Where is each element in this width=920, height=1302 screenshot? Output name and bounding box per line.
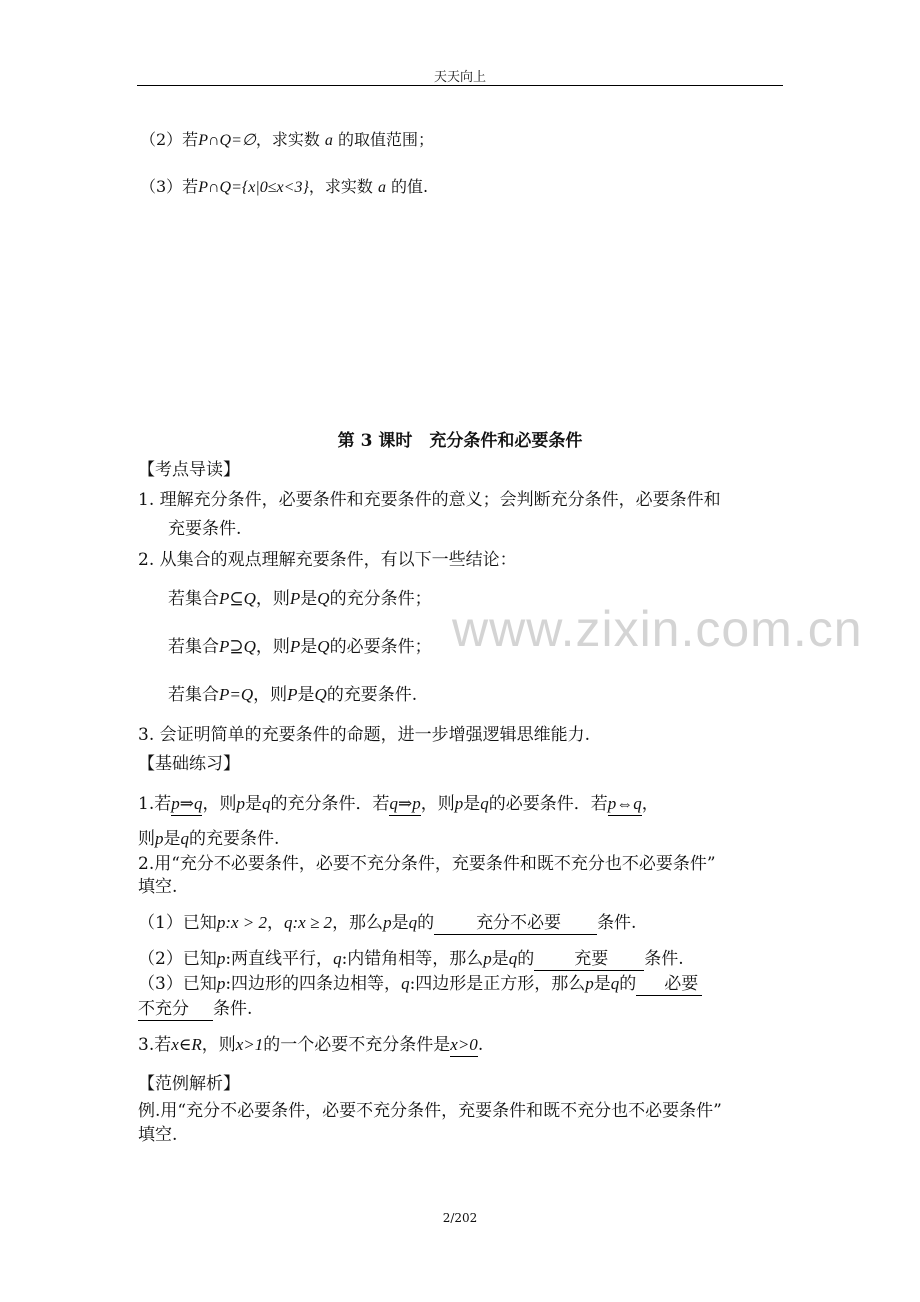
answer-blank: 不充分 bbox=[138, 994, 213, 1021]
practice-q3: 3.若x∈R，则x>1的一个必要不充分条件是x>0. bbox=[138, 1035, 484, 1055]
math-expr: P∩Q=∅ bbox=[198, 132, 256, 149]
example-line1: 例.用“充分不必要条件，必要不充分条件，充要条件和既不充分也不必要条件” bbox=[138, 1101, 722, 1121]
practice-q2-sub3: （3）已知p:四边形的四条边相等，q:四边形是正方形，那么p是q的 必要 bbox=[138, 969, 702, 996]
practice-q1-line1: 1.若p⇒q，则p是q的充分条件．若q⇒p，则p是q的必要条件．若p⇔q， bbox=[138, 794, 659, 814]
practice-q2-sub3-cont: 不充分 条件. bbox=[138, 994, 252, 1021]
conclusion-3: 若集合P=Q，则P是Q的充要条件. bbox=[168, 685, 418, 705]
section-heading-guide: 【考点导读】 bbox=[138, 460, 240, 480]
guide-item-1: 1. 理解充分条件，必要条件和充要条件的意义；会判断充分条件，必要条件和 bbox=[138, 490, 721, 510]
header-rule bbox=[137, 85, 783, 86]
practice-q2-sub1: （1）已知p:x > 2，q:x ≥ 2，那么p是q的 充分不必要 条件. bbox=[138, 908, 636, 935]
problem-2: （2）若P∩Q=∅，求实数 a 的取值范围； bbox=[140, 130, 435, 149]
guide-item-3: 3. 会证明简单的充要条件的命题，进一步增强逻辑思维能力. bbox=[138, 725, 591, 745]
section-heading-examples: 【范例解析】 bbox=[138, 1074, 240, 1094]
page-number: 2/202 bbox=[442, 1211, 478, 1225]
conclusion-2: 若集合P⊇Q，则P是Q的必要条件； bbox=[168, 637, 432, 657]
guide-item-1-cont: 充要条件. bbox=[168, 519, 242, 539]
practice-q2-sub2: （2）已知p:两直线平行，q:内错角相等，那么p是q的 充要 条件. bbox=[138, 944, 684, 971]
math-expr: P∩Q={x|0≤x<3} bbox=[198, 179, 309, 196]
example-line2: 填空. bbox=[138, 1125, 178, 1145]
answer-blank: 充分不必要 bbox=[434, 908, 597, 935]
running-header: 天天向上 bbox=[433, 70, 486, 85]
answer-blank: p⇔q bbox=[608, 794, 642, 816]
answer-blank: q⇒p bbox=[389, 794, 420, 816]
guide-item-2: 2. 从集合的观点理解充要条件，有以下一些结论： bbox=[138, 550, 517, 570]
section-heading-practice: 【基础练习】 bbox=[138, 754, 240, 774]
watermark: www.zixin.com.cn bbox=[452, 601, 863, 657]
practice-q2-line2: 填空. bbox=[138, 877, 178, 897]
practice-q1-line2: 则p是q的充要条件. bbox=[138, 829, 280, 849]
lesson-title: 第 3 课时 充分条件和必要条件 bbox=[337, 431, 583, 451]
answer-blank: 必要 bbox=[636, 969, 702, 996]
answer-blank: x>0 bbox=[450, 1035, 478, 1057]
problem-3: （3）若P∩Q={x|0≤x<3}，求实数 a 的值. bbox=[140, 177, 429, 196]
practice-q2-line1: 2.用“充分不必要条件，必要不充分条件，充要条件和既不充分也不必要条件” bbox=[138, 854, 716, 874]
answer-blank: 充要 bbox=[534, 944, 644, 971]
answer-blank: p⇒q bbox=[171, 794, 202, 816]
conclusion-1: 若集合P⊆Q，则P是Q的充分条件； bbox=[168, 589, 432, 609]
